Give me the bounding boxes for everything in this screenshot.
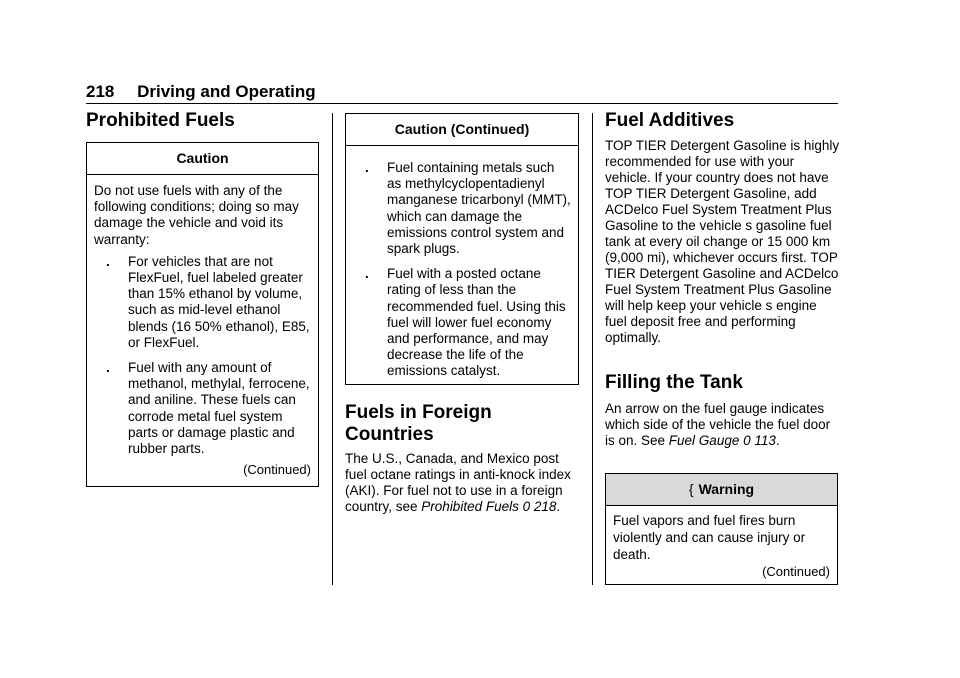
header-rule [86, 103, 838, 104]
foreign-paragraph: The U.S., Canada, and Mexico post fuel octane ratings in anti-knock index (AKI). For fuel not to use in a foreign country, see Prohibited Fuels 0 218. [345, 451, 571, 514]
warning-icon: { [688, 481, 694, 497]
page-ref[interactable]: 0 218 [522, 499, 557, 514]
page-number: 218 [86, 82, 115, 101]
caution-box [86, 142, 319, 487]
caution-continued-title: Caution (Continued) [346, 114, 578, 146]
list-item: . Fuel with a posted octane rating of less than the recommended fuel. Using this fuel will lower fuel economy and performance, and may decrease the life of the emissions catalyst. [365, 266, 566, 379]
list-item: . Fuel with any amount of methanol, methylal, ferrocene, and aniline. These fuels can corrode metal fuel system parts or damage plastic and rubber parts. [106, 360, 310, 457]
caution-title: Caution [87, 143, 318, 175]
caution-continued-box [345, 113, 579, 385]
warning-title: { Warning [606, 474, 837, 506]
page-header [86, 82, 316, 102]
section-title: Driving and Operating [137, 82, 316, 101]
heading-filling-tank: Filling the Tank [605, 372, 743, 393]
column-divider-1 [332, 113, 333, 585]
list-item: . Fuel containing metals such as methylcyclopentadienyl manganese tricarbonyl (MMT), which can damage the emissions control system and spark plugs. [365, 160, 571, 257]
caution-intro: Do not use fuels with any of the following conditions; doing so may damage the vehicle and void its warranty: [94, 183, 299, 247]
continued-label: (Continued) [762, 564, 830, 579]
link-fuel-gauge[interactable]: Fuel Gauge [668, 433, 740, 448]
page-ref[interactable]: 0 113 [743, 433, 776, 448]
filling-paragraph: An arrow on the fuel gauge indicates which side of the vehicle the fuel door is on. See Fuel Gauge 0 113. [605, 401, 831, 448]
warning-box [605, 473, 838, 585]
additives-paragraph: TOP TIER Detergent Gasoline is highly recommended for use with your vehicle. If your country does not have TOP TIER Detergent Gasoline, add ACDelco Fuel System Treatment Plus Gasoline to the vehicle s gasoline fuel tank at every oil change or 15 000 km (9,000 mi), whichever occurs first. TOP TIER Detergent Gasoline and ACDelco Fuel System Treatment Plus Gasoline will help keep your vehicle s engine fuel deposit free and performing optimally. [605, 138, 840, 345]
link-prohibited-fuels[interactable]: Prohibited Fuels [421, 499, 519, 514]
heading-prohibited-fuels: Prohibited Fuels [86, 110, 235, 131]
column-divider-2 [592, 113, 593, 585]
heading-fuels-foreign: Fuels in Foreign Countries [345, 402, 492, 445]
warning-text: Fuel vapors and fuel fires burn violently and can cause injury or death. [613, 513, 806, 562]
continued-label: (Continued) [243, 462, 311, 478]
list-item: . For vehicles that are not FlexFuel, fuel labeled greater than 15% ethanol by volume, such as mid-level ethanol blends (16 50% ethanol), E85, or FlexFuel. [106, 253, 310, 350]
heading-fuel-additives: Fuel Additives [605, 110, 735, 131]
